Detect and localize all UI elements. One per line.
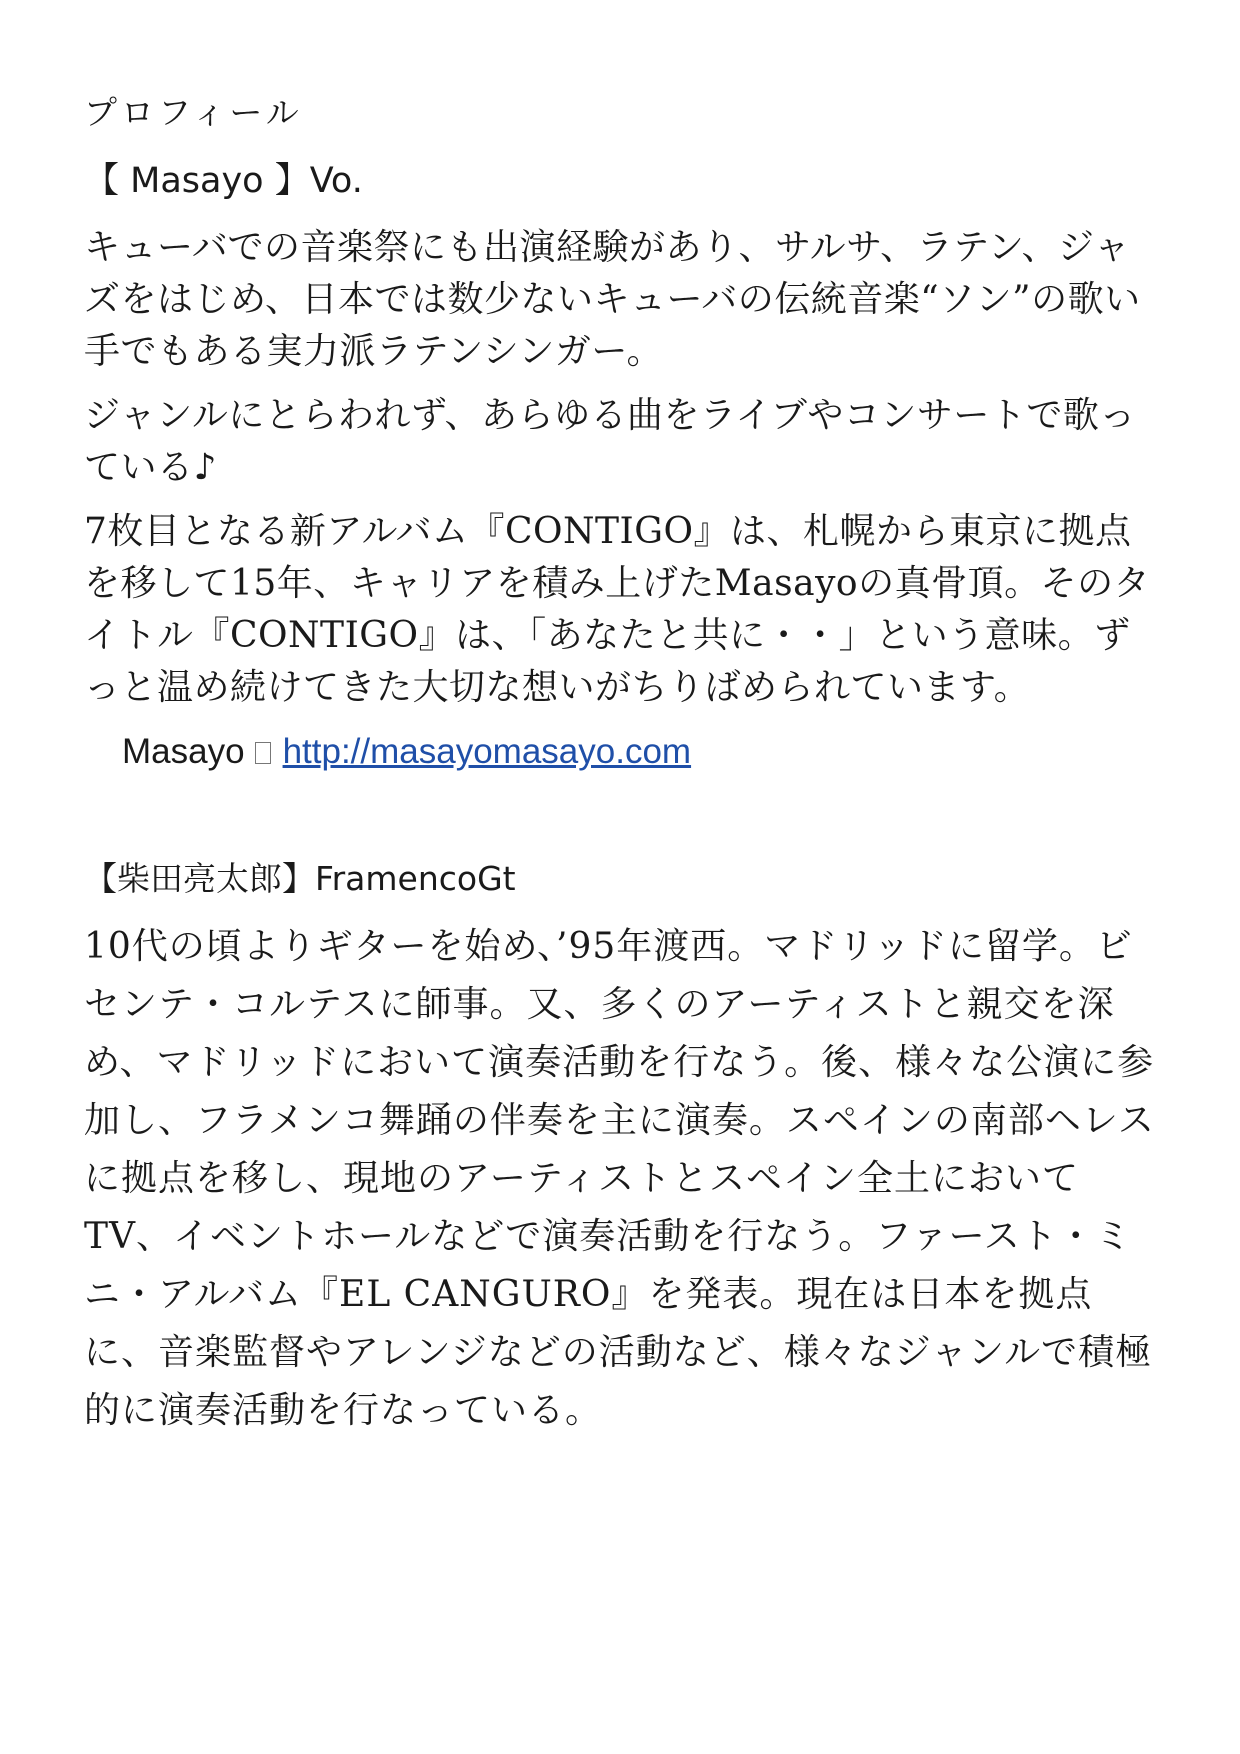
missing-glyph-icon <box>255 742 271 764</box>
masayo-website-link[interactable]: http://masayomasayo.com <box>282 732 692 771</box>
shibata-profile <box>84 854 1164 1440</box>
masayo-website-line <box>122 726 1164 778</box>
masayo-paragraph-2: ジャンルにとらわれず、あらゆる曲をライブやコンサートで歌っている♪ <box>84 395 1136 488</box>
shibata-paragraph: 10代の頃よりギターを始め、’95年渡西。マドリッドに留学。ビセンテ・コルテスに師事。又、多くのアーティストと親交を深め、マドリッドにおいて演奏活動を行なう。後、様々な公演に参加し、フラメンコ舞踊の伴奏を主に演奏。スペインの南部ヘレスに拠点を移し、現地のアーティストとスペイン全土においてTV、イベントホールなどで演奏活動を行なう。ファースト・ミニ・アルバム『EL CANGURO』を発表。現在は日本を拠点に、音楽監督やアレンジなどの活動など、様々なジャンルで積極的に演奏活動を行なっている。 <box>84 926 1155 1431</box>
page-title: プロフィール <box>84 93 303 132</box>
masayo-link-label: Masayo <box>122 732 245 771</box>
shibata-name-heading: 【柴田亮太郎】FramencoGt <box>84 859 516 898</box>
masayo-profile <box>84 156 1164 778</box>
masayo-paragraph-1: キューバでの音楽祭にも出演経験があり、サルサ、ラテン、ジャズをはじめ、日本では数少ないキューバの伝統音楽“ソン”の歌い手でもある実力派ラテンシンガー。 <box>84 227 1141 372</box>
masayo-paragraph-3: 7枚目となる新アルバム『CONTIGO』は、札幌から東京に拠点を移して15年、キャリアを積み上げたMasayoの真骨頂。そのタイトル『CONTIGO』は、「あなたと共に・・」という意味。ずっと温め続けてきた大切な想いがちりばめられています。 <box>84 511 1151 708</box>
document-page <box>84 88 1164 1440</box>
masayo-name-heading: 【 Masayo 】Vo. <box>84 161 363 201</box>
